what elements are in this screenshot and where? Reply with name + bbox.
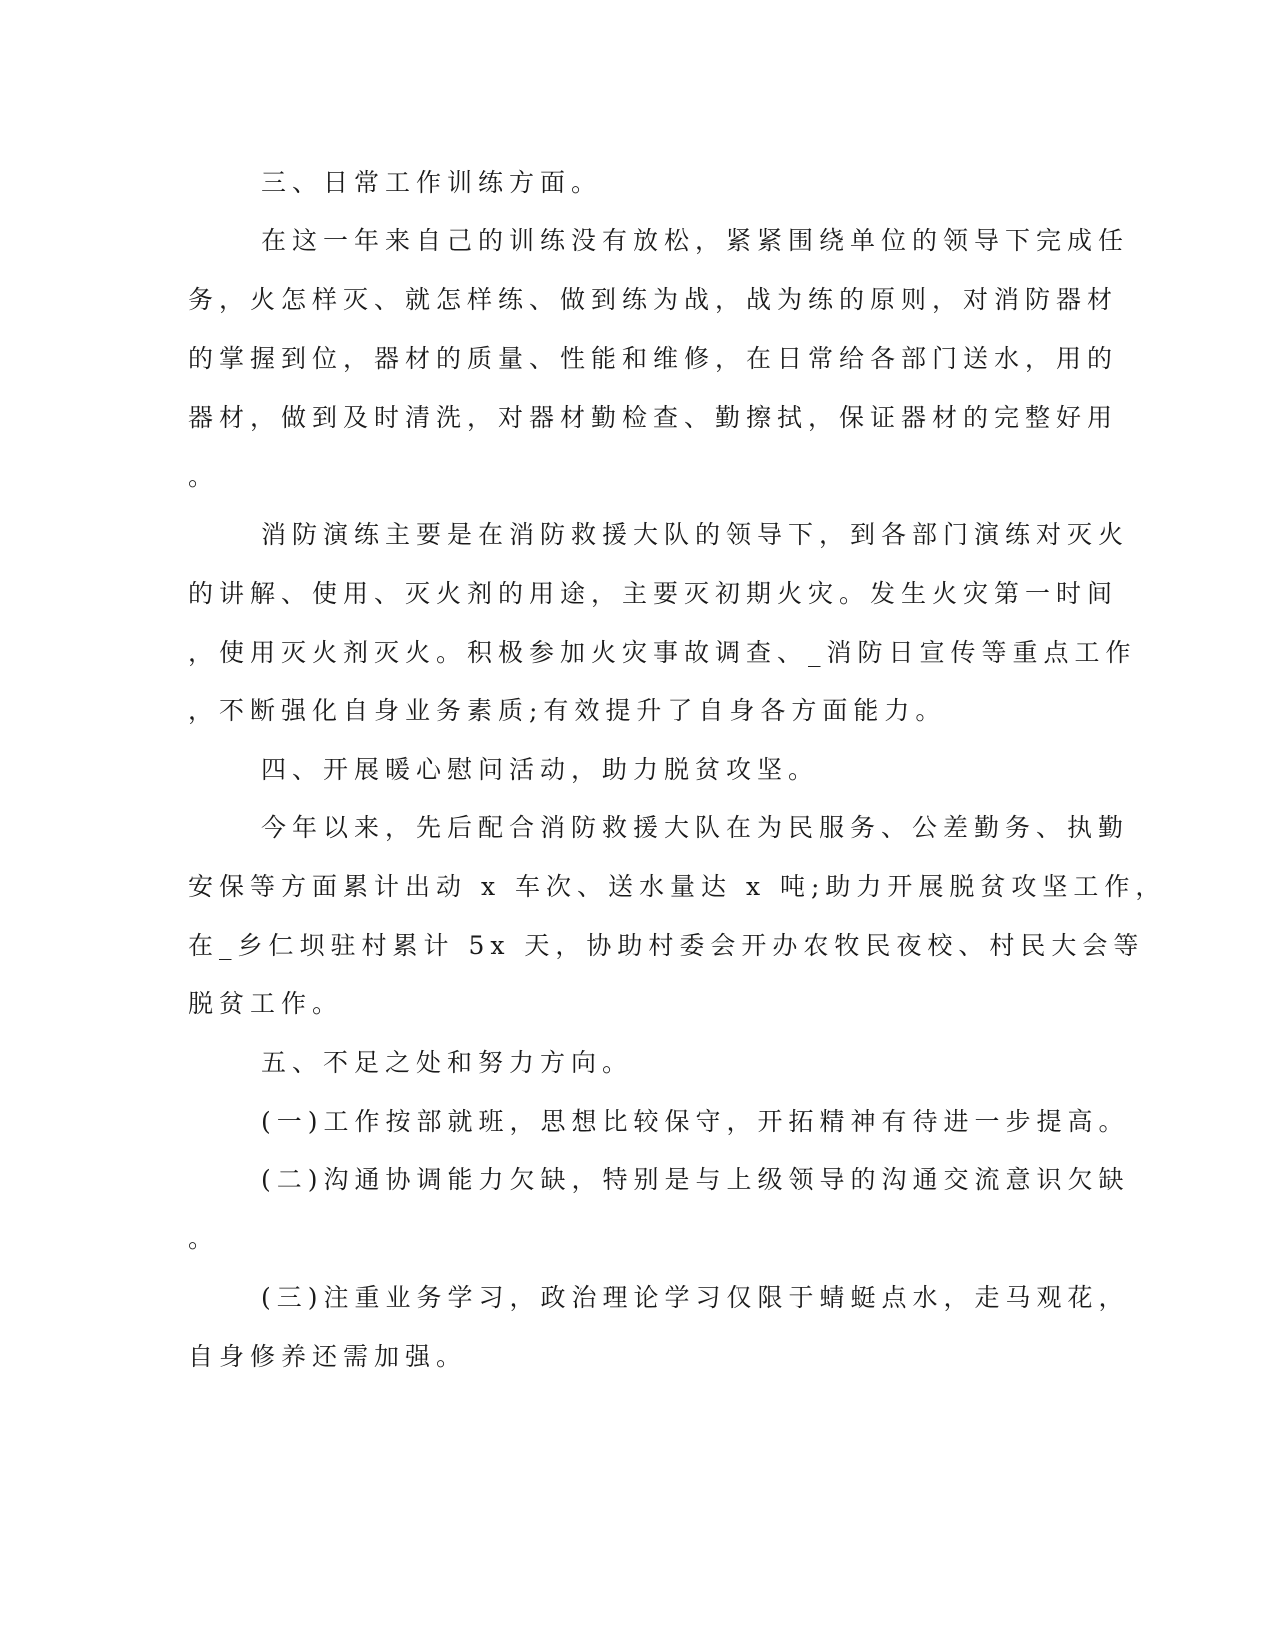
paragraph-line: 。 <box>188 462 220 491</box>
paragraph-line: 的讲解、使用、灭火剂的用途，主要灭初期火灾。发生火灾第一时间 <box>188 579 1119 608</box>
paragraph-line: 消防演练主要是在消防救援大队的领导下，到各部门演练对灭火 <box>261 520 1130 549</box>
paragraph-line: 务，火怎样灭、就怎样练、做到练为战，战为练的原则，对消防器材 <box>188 285 1119 314</box>
section-heading-3: 三、日常工作训练方面。 <box>261 168 603 197</box>
paragraph-line: 今年以来，先后配合消防救援大队在为民服务、公差勤务、执勤 <box>261 813 1130 842</box>
section-heading-4: 四、开展暖心慰问活动，助力脱贫攻坚。 <box>261 755 820 784</box>
list-item-2-continuation: 。 <box>188 1224 220 1253</box>
paragraph-line: 的掌握到位，器材的质量、性能和维修，在日常给各部门送水，用的 <box>188 344 1119 373</box>
paragraph-line: 在_乡仁坝驻村累计 5x 天，协助村委会开办农牧民夜校、村民大会等 <box>188 931 1145 960</box>
paragraph-line: ，不断强化自身业务素质;有效提升了自身各方面能力。 <box>188 696 947 725</box>
list-item-3-continuation: 自身修养还需加强。 <box>188 1342 468 1371</box>
paragraph-line: 器材，做到及时清洗，对器材勤检查、勤擦拭，保证器材的完整好用 <box>188 403 1119 432</box>
list-item-2: (二)沟通协调能力欠缺，特别是与上级领导的沟通交流意识欠缺 <box>261 1165 1130 1194</box>
list-item-1: (一)工作按部就班，思想比较保守，开拓精神有待进一步提高。 <box>261 1107 1130 1136</box>
paragraph-line: 脱贫工作。 <box>188 989 344 1018</box>
paragraph-line: 安保等方面累计出动 x 车次、送水量达 x 吨;助力开展脱贫攻坚工作， <box>188 872 1167 901</box>
section-heading-5: 五、不足之处和努力方向。 <box>261 1048 634 1077</box>
list-item-3: (三)注重业务学习，政治理论学习仅限于蜻蜓点水，走马观花， <box>261 1283 1130 1312</box>
paragraph-line: 在这一年来自己的训练没有放松，紧紧围绕单位的领导下完成任 <box>261 226 1130 255</box>
paragraph-line: ，使用灭火剂灭火。积极参加火灾事故调查、_消防日宣传等重点工作 <box>188 638 1137 667</box>
